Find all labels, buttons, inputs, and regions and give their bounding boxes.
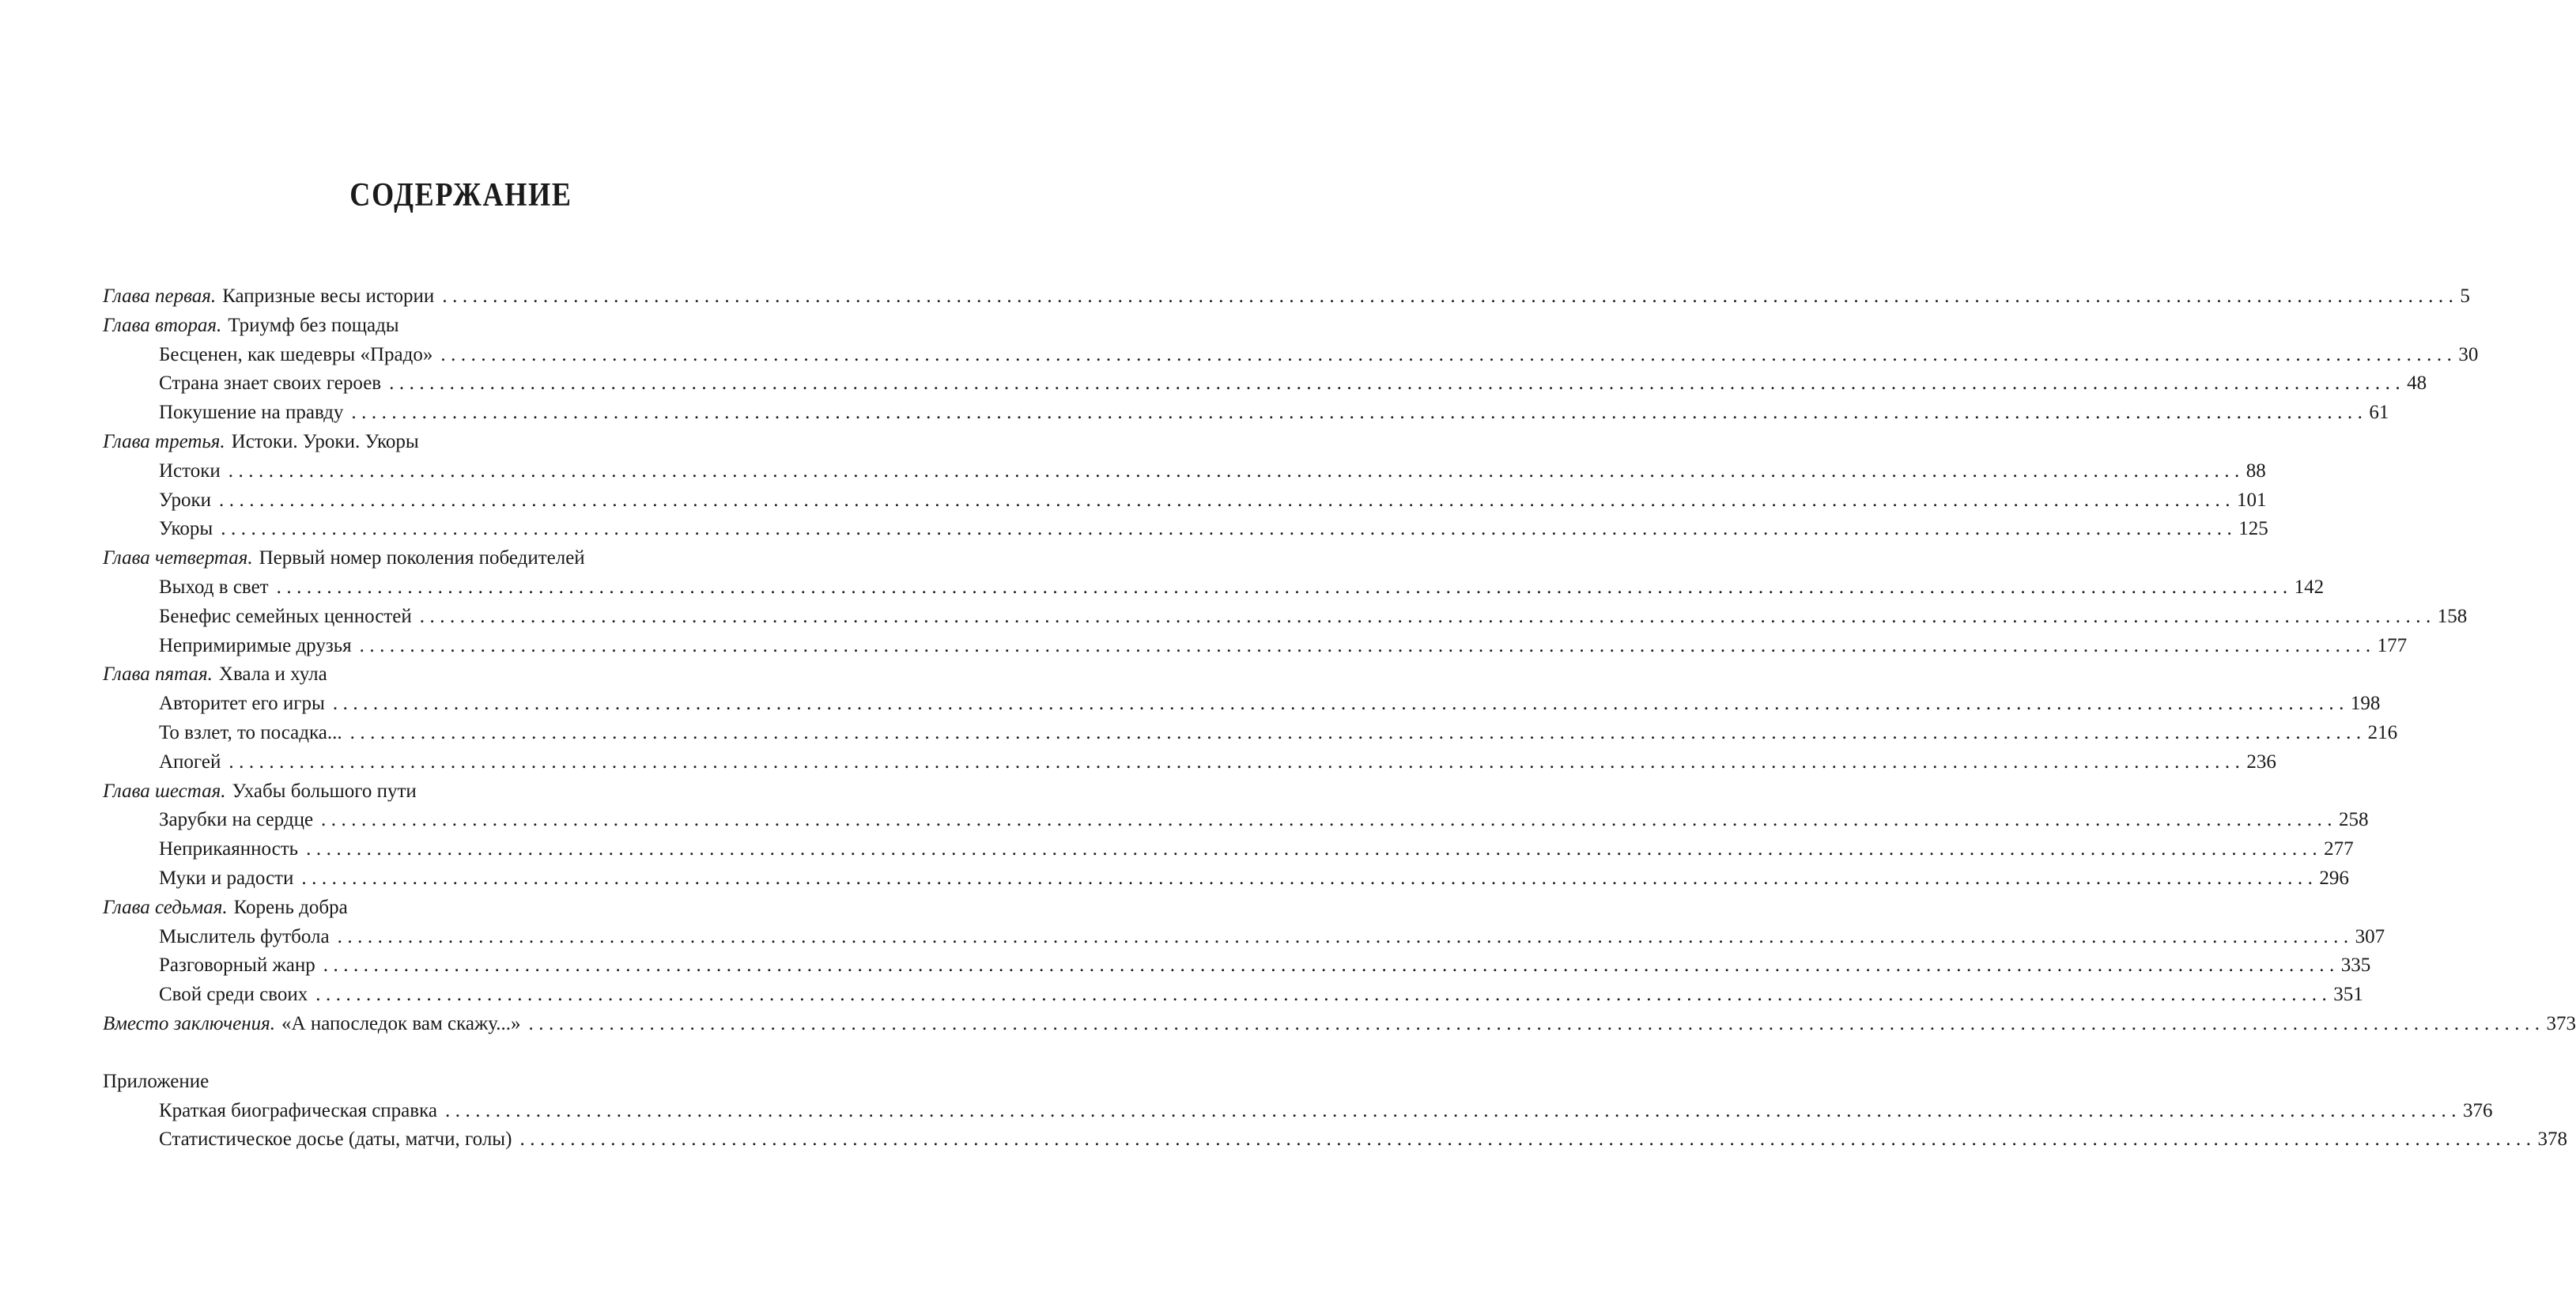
section-title: Непримиримые друзья xyxy=(159,634,352,656)
page-number: 125 xyxy=(2238,518,2268,540)
toc-section[interactable] xyxy=(103,457,2266,486)
chapter-lead: Глава вторая. xyxy=(103,314,222,336)
chapter-lead: Глава шестая. xyxy=(103,780,226,802)
toc-chapter-2[interactable] xyxy=(103,312,819,341)
dot-leader: ........................................................................................................................................................................................................ xyxy=(228,459,2245,482)
page-number: 142 xyxy=(2294,576,2325,598)
toc-entry-label xyxy=(103,428,419,457)
dot-leader: ........................................................................................................................................................................................................ xyxy=(306,838,2323,860)
page-number: 101 xyxy=(2237,489,2267,511)
dot-leader: ........................................................................................................................................................................................................ xyxy=(519,1128,2536,1151)
dot-leader: ........................................................................................................................................................................................................ xyxy=(321,809,2338,831)
toc-chapter-6[interactable] xyxy=(103,777,819,807)
toc-entry-label xyxy=(103,312,399,341)
page-title: СОДЕРЖАНИЕ xyxy=(349,177,572,214)
chapter-title: Хвала и хула xyxy=(218,663,327,686)
toc-section[interactable] xyxy=(103,369,2427,399)
section-title: Неприкаянность xyxy=(159,838,299,860)
dot-leader: ........................................................................................................................................................................................................ xyxy=(442,285,2459,307)
dot-leader: ........................................................................................................................................................................................................ xyxy=(351,402,2368,424)
page-number: 30 xyxy=(2458,343,2479,365)
toc-chapter-3[interactable] xyxy=(103,428,819,457)
toc-section[interactable] xyxy=(103,835,2354,864)
toc-entry-label xyxy=(103,1010,521,1039)
page-number: 307 xyxy=(2355,925,2385,947)
page-number: 216 xyxy=(2367,721,2398,743)
toc-appendix[interactable] xyxy=(103,1068,819,1097)
toc-entry-label xyxy=(103,282,434,312)
page-number: 335 xyxy=(2340,955,2371,977)
spacer xyxy=(103,1039,819,1068)
toc-section[interactable] xyxy=(103,923,2385,952)
chapter-lead: Глава пятая. xyxy=(103,663,213,686)
page-number: 177 xyxy=(2377,634,2408,656)
chapter-lead: Глава третья. xyxy=(103,430,225,452)
dot-leader: ........................................................................................................................................................................................................ xyxy=(440,343,2457,365)
section-title: Краткая биографическая справка xyxy=(159,1099,437,1121)
page-number: 198 xyxy=(2350,693,2381,715)
page-number: 236 xyxy=(2246,750,2276,773)
section-title: Апогей xyxy=(159,750,221,773)
dot-leader: ........................................................................................................................................................................................................ xyxy=(389,372,2406,395)
page-number: 277 xyxy=(2324,838,2354,860)
toc-section[interactable] xyxy=(103,951,2371,981)
toc-section[interactable] xyxy=(103,864,2349,894)
section-title: Авторитет его игры xyxy=(159,693,325,715)
section-title: Мыслитель футбола xyxy=(159,925,330,947)
toc-section[interactable] xyxy=(103,486,2267,516)
page-number: 158 xyxy=(2437,605,2468,627)
toc-section[interactable] xyxy=(103,1125,2567,1155)
section-title: Выход в свет xyxy=(159,576,269,598)
toc-chapter-4[interactable] xyxy=(103,544,819,573)
section-title: Свой среди своих xyxy=(159,984,308,1006)
toc-chapter-5[interactable] xyxy=(103,660,819,690)
dot-leader: ........................................................................................................................................................................................................ xyxy=(323,955,2340,977)
dot-leader: ........................................................................................................................................................................................................ xyxy=(332,693,2349,715)
toc-entry-label xyxy=(103,777,417,807)
toc-section[interactable] xyxy=(103,515,2268,544)
chapter-lead: Вместо заключения. xyxy=(103,1012,276,1034)
section-title: Укоры xyxy=(159,518,213,540)
section-title: Истоки xyxy=(159,459,221,482)
chapter-title: Триумф без пощады xyxy=(228,314,399,336)
page-number: 351 xyxy=(2333,984,2363,1006)
toc-conclusion[interactable] xyxy=(103,1010,2576,1039)
dot-leader: ........................................................................................................................................................................................................ xyxy=(359,634,2376,656)
dot-leader: ........................................................................................................................................................................................................ xyxy=(301,867,2318,889)
dot-leader: ........................................................................................................................................................................................................ xyxy=(419,605,2436,627)
chapter-title: Капризные весы истории xyxy=(222,285,435,307)
dot-leader: ........................................................................................................................................................................................................ xyxy=(528,1012,2545,1034)
section-title: Зарубки на сердце xyxy=(159,809,314,831)
page-number: 5 xyxy=(2460,285,2470,307)
table-of-contents xyxy=(103,282,2576,1155)
dot-leader: ........................................................................................................................................................................................................ xyxy=(315,984,2332,1006)
toc-section[interactable] xyxy=(103,719,2398,748)
page-number: 48 xyxy=(2407,372,2427,395)
dot-leader: ........................................................................................................................................................................................................ xyxy=(276,576,2293,598)
toc-section[interactable] xyxy=(103,1097,2493,1126)
page-number: 296 xyxy=(2319,867,2349,889)
section-title: Бенефис семейных ценностей xyxy=(159,605,412,627)
chapter-lead: Глава первая. xyxy=(103,285,217,307)
dot-leader: ........................................................................................................................................................................................................ xyxy=(349,721,2366,743)
page-number: 373 xyxy=(2546,1012,2576,1034)
page-number: 88 xyxy=(2246,459,2266,482)
section-title: Страна знает своих героев xyxy=(159,372,382,395)
dot-leader: ........................................................................................................................................................................................................ xyxy=(444,1099,2461,1121)
toc-section[interactable] xyxy=(103,981,2363,1010)
dot-leader: ........................................................................................................................................................................................................ xyxy=(229,750,2246,773)
toc-section[interactable] xyxy=(103,399,2389,428)
chapter-lead: Глава четвертая. xyxy=(103,547,253,569)
section-title: Покушение на правду xyxy=(159,402,344,424)
toc-section[interactable] xyxy=(103,632,2408,661)
page-number: 258 xyxy=(2339,809,2369,831)
appendix-title: Приложение xyxy=(103,1070,210,1092)
page-number: 376 xyxy=(2462,1099,2493,1121)
page-number: 378 xyxy=(2537,1128,2567,1151)
toc-chapter-7[interactable] xyxy=(103,894,819,923)
chapter-title: Первый номер поколения победителей xyxy=(259,547,585,569)
toc-entry-label xyxy=(103,894,348,923)
dot-leader: ........................................................................................................................................................................................................ xyxy=(337,925,2354,947)
chapter-title: Истоки. Уроки. Укоры xyxy=(231,430,419,452)
toc-section[interactable] xyxy=(103,748,2276,777)
toc-section[interactable] xyxy=(103,603,2468,632)
section-title: Муки и радости xyxy=(159,867,294,889)
chapter-lead: Глава седьмая. xyxy=(103,896,228,918)
toc-entry-label xyxy=(103,544,585,573)
toc-entry-label xyxy=(103,660,327,690)
page-number: 61 xyxy=(2369,402,2389,424)
toc-section[interactable] xyxy=(103,341,2479,370)
section-title: Бесценен, как шедевры «Прадо» xyxy=(159,343,433,365)
toc-section[interactable] xyxy=(103,690,2381,719)
section-title: Статистическое досье (даты, матчи, голы) xyxy=(159,1128,512,1151)
section-title: То взлет, то посадка... xyxy=(159,721,342,743)
toc-section[interactable] xyxy=(103,806,2369,835)
toc-section[interactable] xyxy=(103,573,2325,603)
dot-leader: ........................................................................................................................................................................................................ xyxy=(219,489,2236,511)
chapter-title: Ухабы большого пути xyxy=(232,780,417,802)
chapter-title: Корень добра xyxy=(233,896,348,918)
section-title: Уроки xyxy=(159,489,212,511)
section-title: Разговорный жанр xyxy=(159,955,315,977)
toc-chapter-1[interactable] xyxy=(103,282,2470,312)
chapter-title: «А напоследок вам скажу...» xyxy=(281,1012,521,1034)
dot-leader: ........................................................................................................................................................................................................ xyxy=(221,518,2238,540)
